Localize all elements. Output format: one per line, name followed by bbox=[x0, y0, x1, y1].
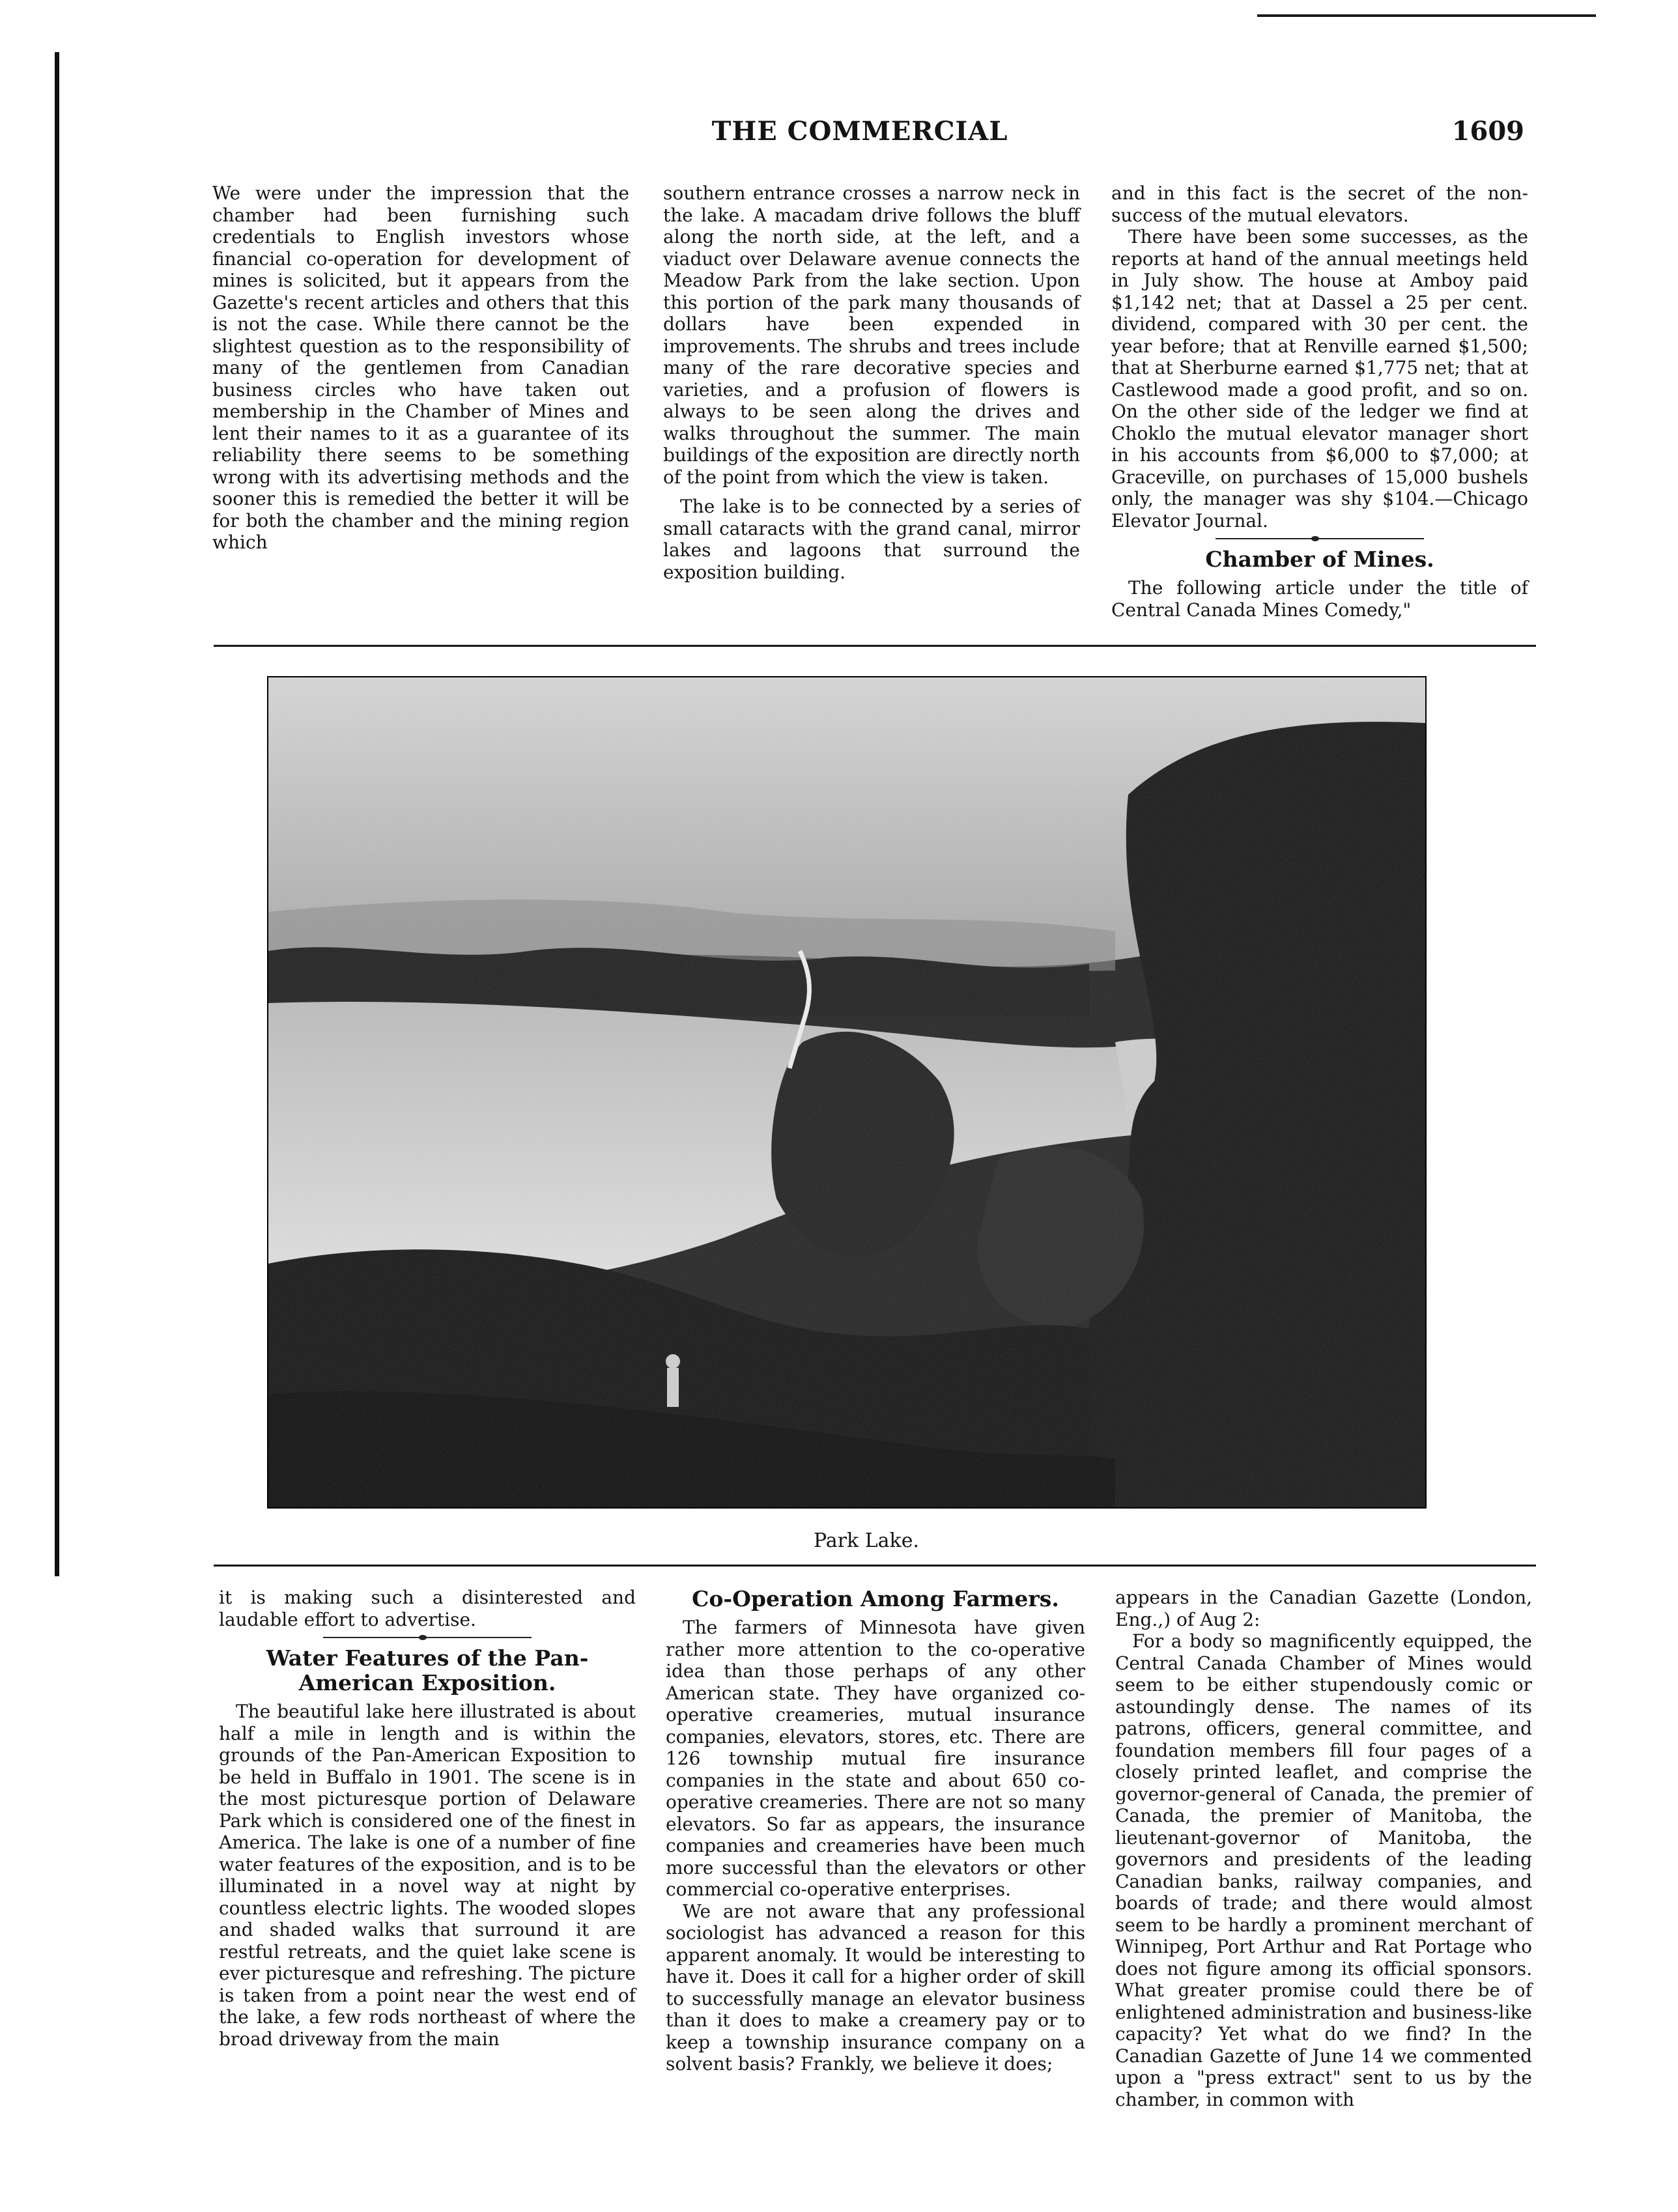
binding-edge bbox=[55, 52, 59, 1576]
top-column-3 bbox=[1111, 182, 1528, 621]
paragraph: There have been some successes, as the reports at hand of the annual meetings held in July show. The house at Amboy paid $1,142 net; that at Dassel a 25 per cent. dividend, compared with 30 per cent. the year before; that at Renville earned $1,500; that at Sherburne earned $1,775 net; that at Castlewood made a good profit, and so on. On the other side of the ledger we find at Choklo the mutual elevator manager short in his accounts from $6,000 to $7,000; at Graceville, on purchases of 15,000 bushels only, the manager was shy $104.—Chicago Elevator Journal. bbox=[1111, 226, 1528, 532]
bottom-column-2 bbox=[666, 1587, 1085, 2075]
paragraph: The beautiful lake here illustrated is about half a mile in length and is within the grounds of the Pan-American Exposition to be held in Buffalo in 1901. The scene is in the most picturesque portion of Delaware Park which is considered one of the finest in America. The lake is one of a number of fine water features of the exposition, and is to be illuminated in a novel way at night by countless electric lights. The wooded slopes and shaded walks that surround it are restful retreats, and the quiet lake scene is ever picturesque and refreshing. The picture is taken from a point near the west end of the lake, a few rods northeast of where the broad driveway from the main bbox=[219, 1701, 636, 2050]
article-heading: Co-Operation Among Farmers. bbox=[692, 1586, 1059, 1611]
paragraph: southern entrance crosses a narrow neck in the lake. A macadam drive follows the bluff along the north side, at the left, and a viaduct over Delaware avenue connects the Meadow Park from the lake section. Upon this portion of the park many thousands of dollars have been expended in improvements. The shrubs and trees include many of the rare decorative species and varieties, and a profusion of flowers is always to be seen along the drives and walks throughout the summer. The main buildings of the exposition are directly north of the point from which the view is taken. bbox=[663, 182, 1080, 488]
paragraph: and in this fact is the secret of the non-success of the mutual elevators. bbox=[1111, 182, 1528, 226]
page-number: 1609 bbox=[1451, 116, 1524, 147]
photo-caption: Park Lake. bbox=[813, 1529, 920, 1552]
park-lake-photograph bbox=[267, 676, 1427, 1509]
section-divider bbox=[214, 1565, 1536, 1567]
section-divider bbox=[214, 645, 1536, 647]
top-column-2 bbox=[663, 182, 1080, 583]
paragraph: The farmers of Minnesota have given rather more attention to the co-operative idea than those perhaps of any other American state. They have organized co-operative creameries, mutual insurance companies, elevators, stores, etc. There are 126 township mutual fire insurance companies in the state and about 650 co-operative creameries. There are not so many elevators. So far as appears, the insurance companies and creameries have been much more successful than the elevators or other commercial co-operative enterprises. bbox=[666, 1617, 1085, 1900]
section-ornament bbox=[219, 1634, 636, 1641]
article-heading: Chamber of Mines. bbox=[1205, 546, 1434, 572]
paragraph: We are not aware that any professional sociologist has advanced a reason for this apparent anomaly. It would be interesting to have it. Does it call for a higher order of skill to successfully manage an elevator business than it does to make a creamery pay or to keep a township insurance company on a solvent basis? Frankly, we believe it does; bbox=[666, 1900, 1085, 2075]
paragraph: appears in the Canadian Gazette (London, Eng.,) of Aug 2: bbox=[1115, 1587, 1532, 1630]
paragraph: We were under the impression that the chamber had been furnishing such credentials to English investors whose financial co-operation for development of mines is solicited, but it appears from the Gazette's recent articles and others that this is not the case. While there cannot be the slightest question as to the responsibility of many of the gentlemen from Canadian business circles who have taken out membership in the Chamber of Mines and lent their names to it as a guarantee of its reliability there seems to be something wrong with its advertising methods and the sooner this is remedied the better it will be for both the chamber and the mining region which bbox=[212, 182, 629, 553]
bottom-column-1 bbox=[219, 1587, 636, 2050]
paragraph: The lake is to be connected by a series of small cataracts with the grand canal, mirror lakes and lagoons that surround the exposition building. bbox=[663, 496, 1080, 583]
article-heading: Water Features of the Pan-American Exposition. bbox=[266, 1645, 589, 1695]
paragraph: The following article under the title of Central Canada Mines Comedy," bbox=[1111, 577, 1528, 621]
bottom-column-3 bbox=[1115, 1587, 1532, 2110]
paragraph: it is making such a disinterested and laudable effort to advertise. bbox=[219, 1587, 636, 1630]
top-edge-rule bbox=[1257, 14, 1596, 17]
top-column-1 bbox=[212, 182, 629, 554]
section-ornament bbox=[1111, 535, 1528, 542]
park-lake-image bbox=[268, 677, 1425, 1507]
running-head-title: THE COMMERCIAL bbox=[711, 116, 1008, 147]
paragraph: For a body so magnificently equipped, the Central Canada Chamber of Mines would seem to be either stupendously comic or astoundingly dense. The names of its patrons, officers, general committee, and foundation members fill four pages of a closely printed leaflet, and comprise the governor-general of Canada, the premier of Canada, the premier of Manitoba, the lieutenant-governor of Manitoba, the governors and presidents of the leading Canadian banks, railway companies, and boards of trade; and there would almost seem to be hardly a prominent merchant of Winnipeg, Port Arthur and Rat Portage who does not figure among its official sponsors. What greater promise could there be of enlightened administration and business-like capacity? Yet what do we find? In the Canadian Gazette of June 14 we commented upon a "press extract" sent to us by the chamber, in common with bbox=[1115, 1630, 1532, 2110]
